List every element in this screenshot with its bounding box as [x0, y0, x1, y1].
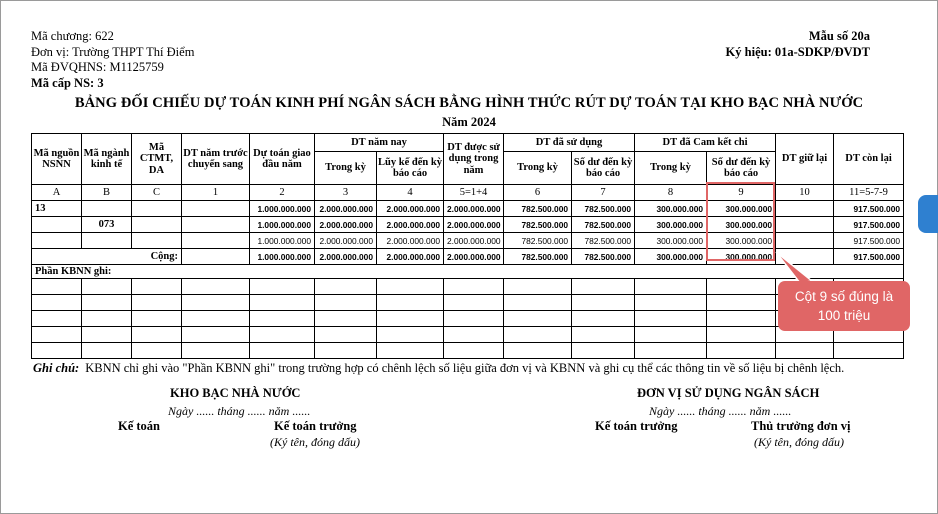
index-cell: 2: [250, 185, 315, 201]
cell-v11: 917.500.000: [834, 217, 904, 233]
th-grp-dt-cam-ket: DT đã Cam kết chi: [635, 134, 776, 152]
cell-v2: 1.000.000.000: [250, 217, 315, 233]
footnote: [33, 361, 844, 376]
form-symbol: Ký hiệu: 01a-SDKP/ĐVDT: [725, 44, 870, 59]
th-so-du-1: Số dư đến kỳ báo cáo: [572, 152, 635, 185]
index-cell: B: [82, 185, 132, 201]
th-dt-giu-lai: DT giữ lại: [776, 134, 834, 185]
callout-line-1: Cột 9 số đúng là: [794, 289, 894, 304]
unit-name: Đơn vị: Trường THPT Thí Điểm: [31, 44, 195, 59]
cell-v11: 917.500.000: [834, 201, 904, 217]
cell-ma-nganh: 073: [82, 217, 132, 233]
left-date: Ngày ...... tháng ...... năm ......: [168, 404, 311, 418]
right-sign-note: (Ký tên, đóng dấu): [754, 435, 844, 449]
cell-v7: 782.500.000: [572, 233, 635, 249]
index-cell: 3: [315, 185, 377, 201]
cell-v5: 2.000.000.000: [444, 217, 504, 233]
cell-ma-nguon: 13: [32, 201, 82, 217]
cell-v9: 300.000.000: [707, 201, 776, 217]
cell-v3: 2.000.000.000: [315, 233, 377, 249]
right-role-head: Thủ trưởng đơn vị: [751, 419, 851, 433]
cell-v9: 300.000.000: [707, 233, 776, 249]
total-v6: 782.500.000: [504, 249, 572, 265]
total-v9: 300.000.000: [707, 249, 776, 265]
index-cell: A: [32, 185, 82, 201]
th-dt-con-lai: DT còn lại: [834, 134, 904, 185]
left-role-chief-accountant: Kế toán trưởng: [274, 419, 357, 433]
document-year: Năm 2024: [442, 115, 496, 129]
budget-level: Mã cấp NS: 3: [31, 75, 104, 90]
th-dt-duoc-su-dung: DT được sử dụng trong năm: [444, 134, 504, 185]
document-title: BẢNG ĐỐI CHIẾU DỰ TOÁN KINH PHÍ NGÂN SÁCH BẰNG HÌNH THỨC RÚT DỰ TOÁN TẠI KHO BẠC NHÀ NƯỚC: [74, 95, 864, 111]
chat-widget-tab[interactable]: [918, 195, 938, 233]
chapter-code: Mã chương: 622: [31, 29, 114, 43]
total-v2: 1.000.000.000: [250, 249, 315, 265]
cell-v4: 2.000.000.000: [377, 233, 444, 249]
callout-annotation: [778, 281, 910, 331]
total-v11: 917.500.000: [834, 249, 904, 265]
th-so-du-2: Số dư đến kỳ báo cáo: [707, 152, 776, 185]
index-cell: 1: [182, 185, 250, 201]
cell-v11: 917.500.000: [834, 233, 904, 249]
left-role-accountant: Kế toán: [118, 419, 161, 433]
cell-v3: 2.000.000.000: [315, 217, 377, 233]
cell-v3: 2.000.000.000: [315, 201, 377, 217]
unit-code: Mã ĐVQHNS: M1125759: [31, 60, 164, 74]
th-dt-nam-truoc: DT năm trước chuyển sang: [182, 134, 250, 185]
callout-line-2: 100 triệu: [817, 308, 871, 323]
left-sign-note: (Ký tên, đóng dấu): [270, 435, 360, 449]
cell-v4: 2.000.000.000: [377, 217, 444, 233]
cell-v7: 782.500.000: [572, 201, 635, 217]
th-ma-nguon: Mã nguồn NSNN: [32, 134, 82, 185]
total-v5: 2.000.000.000: [444, 249, 504, 265]
index-cell: 8: [635, 185, 707, 201]
footnote-label: Ghi chú:: [33, 361, 80, 375]
right-org-name: ĐƠN VỊ SỬ DỤNG NGÂN SÁCH: [637, 386, 820, 400]
cell-v4: 2.000.000.000: [377, 201, 444, 217]
index-cell: 4: [377, 185, 444, 201]
index-cell: 7: [572, 185, 635, 201]
cell-v7: 782.500.000: [572, 217, 635, 233]
total-v4: 2.000.000.000: [377, 249, 444, 265]
total-v7: 782.500.000: [572, 249, 635, 265]
index-cell: C: [132, 185, 182, 201]
cell-v8: 300.000.000: [635, 217, 707, 233]
th-ma-ctmt: Mã CTMT, DA: [132, 134, 182, 185]
cell-v9: 300.000.000: [707, 217, 776, 233]
index-cell: 10: [776, 185, 834, 201]
index-cell: 5=1+4: [444, 185, 504, 201]
cell-v2: 1.000.000.000: [250, 233, 315, 249]
left-org-name: KHO BẠC NHÀ NƯỚC: [170, 386, 301, 400]
index-cell: 11=5-7-9: [834, 185, 904, 201]
cell-v5: 2.000.000.000: [444, 201, 504, 217]
total-v3: 2.000.000.000: [315, 249, 377, 265]
kbnn-label: Phần KBNN ghi:: [32, 265, 904, 279]
th-trong-ky-2: Trong kỳ: [504, 152, 572, 185]
th-grp-dt-da-su-dung: DT đã sử dụng: [504, 134, 635, 152]
th-luy-ke: Lũy kế đến kỳ báo cáo: [377, 152, 444, 185]
cell-v8: 300.000.000: [635, 233, 707, 249]
th-trong-ky-1: Trong kỳ: [315, 152, 377, 185]
cell-v6: 782.500.000: [504, 201, 572, 217]
right-date: Ngày ...... tháng ...... năm ......: [649, 404, 792, 418]
index-cell: 6: [504, 185, 572, 201]
index-cell: 9: [707, 185, 776, 201]
th-trong-ky-3: Trong kỳ: [635, 152, 707, 185]
total-v8: 300.000.000: [635, 249, 707, 265]
cell-v2: 1.000.000.000: [250, 201, 315, 217]
form-number: Mẫu số 20a: [808, 29, 870, 43]
cell-v6: 782.500.000: [504, 233, 572, 249]
th-du-toan-giao: Dự toán giao đầu năm: [250, 134, 315, 185]
cell-v6: 782.500.000: [504, 217, 572, 233]
footnote-text: KBNN chỉ ghi vào "Phần KBNN ghi" trong trường hợp có chênh lệch số liệu giữa đơn vị và KBNN và ghi cụ thể các thông tin về số liệu bị chênh lệch.: [85, 361, 845, 375]
cell-v5: 2.000.000.000: [444, 233, 504, 249]
cell-v8: 300.000.000: [635, 201, 707, 217]
th-ma-nganh: Mã ngành kinh tế: [82, 134, 132, 185]
th-grp-dt-nam-nay: DT năm nay: [315, 134, 444, 152]
total-label: Cộng:: [32, 249, 182, 265]
right-role-chief-accountant: Kế toán trưởng: [595, 419, 678, 433]
